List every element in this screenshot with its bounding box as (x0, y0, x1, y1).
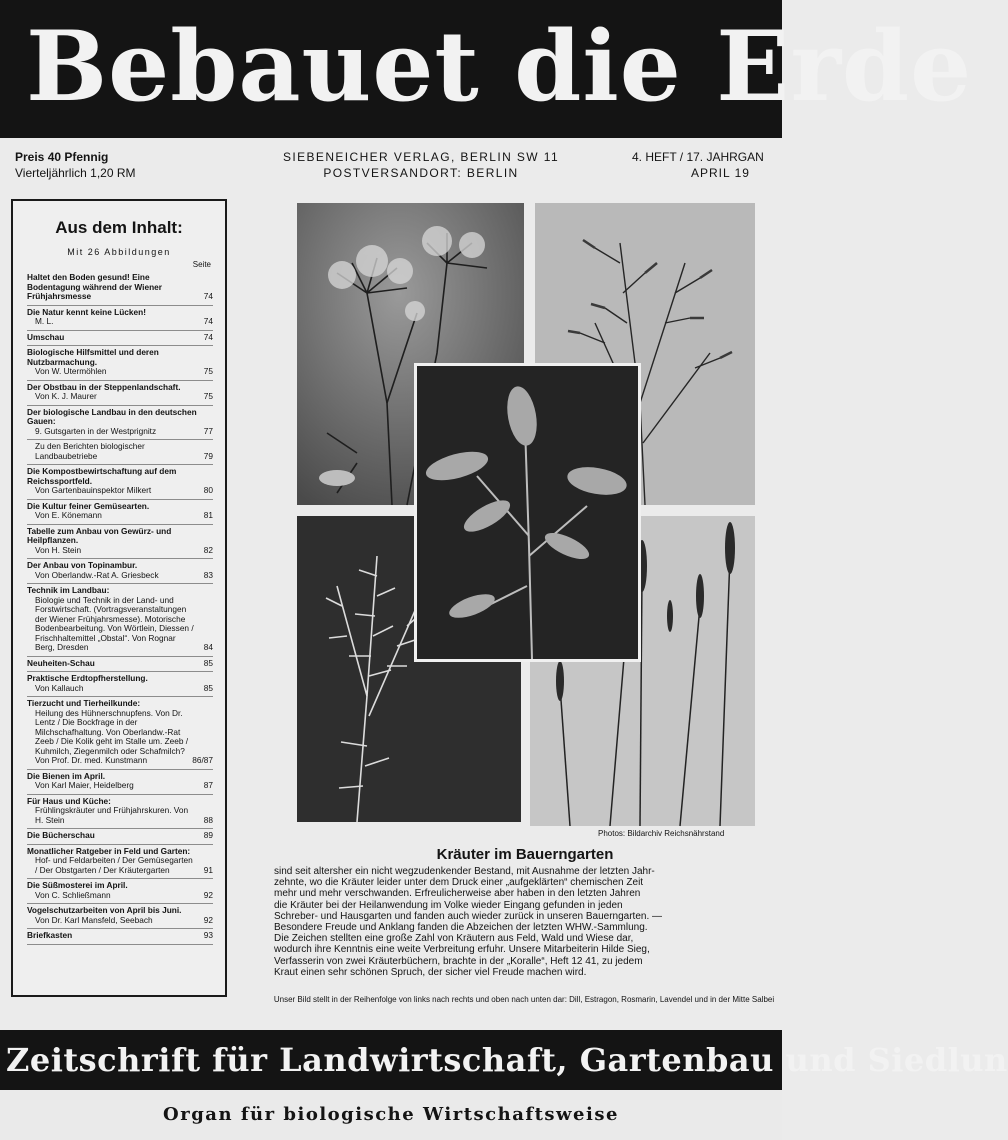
toc-illustration-count: Mit 26 Abbildungen (67, 247, 171, 257)
toc-entry (27, 559, 213, 584)
toc-entry (27, 331, 213, 347)
toc-entry-page: 80 (203, 485, 213, 495)
toc-entry-author: Von Karl Maier, Heidelberg (35, 780, 134, 790)
toc-entry (27, 271, 213, 306)
masthead (0, 0, 973, 138)
quarterly-price: Vierteljährlich 1,20 RM (15, 166, 136, 180)
toc-entry-page: 74 (203, 291, 213, 301)
toc-entry-author: Hof- und Feldarbeiten / Der Gemüsegarten / Der Obstgarten / Der Kräutergarten (35, 855, 193, 875)
table-of-contents (11, 199, 227, 997)
toc-entry-title: Die Bienen im April. (27, 770, 106, 781)
footer-band (0, 1030, 1008, 1090)
toc-entry (27, 525, 213, 560)
toc-entry-title: Vogelschutzarbeiten von April bis Juni. (27, 905, 182, 915)
toc-entry (27, 465, 213, 500)
toc-entry-page: 92 (203, 914, 213, 925)
toc-entry-title: Neuheiten-Schau (27, 657, 95, 668)
toc-entry-title: Tierzucht und Tierheilkunde: (27, 698, 141, 708)
toc-entry-page: 92 (203, 889, 213, 900)
toc-entry-author: Heilung des Hühnerschnupfens. Von Dr. Lentz / Die Bockfrage in der Milchschafhaltung. Von Oberlandw.-Rat Zeeb / Die Kolik geht im Stalle um. Zeeb / Kuhmilch, Ziegenmilch oder Schafmilch? Von Prof. Dr. med. Kunstmann (35, 707, 189, 765)
toc-entry (27, 904, 213, 929)
toc-entry (27, 406, 213, 441)
toc-entry-title: Die Süßmosterei im April. (27, 880, 128, 890)
article-body (274, 866, 782, 978)
toc-entry (27, 381, 213, 406)
toc-entry-page: 89 (203, 830, 213, 840)
article-title: Kräuter im Bauerngarten (436, 846, 614, 863)
toc-entry-author: Biologie und Technik in der Land- und Forstwirtschaft. (Vortragsveranstaltungen der Wiener Frühjahrsmesse). Motorische Bodenbearbeitung. Von Wörtlein, Diessen / Frischhaltemittel „Obstal“. Von Rognar Berg, Dresden (35, 594, 194, 652)
toc-entry-title: Der Obstbau in der Steppenlandschaft. (27, 381, 181, 392)
footer-subtitle: Organ für biologische Wirtschaftsweise (163, 1104, 619, 1125)
toc-entry-page: 83 (203, 569, 213, 580)
toc-page-label: Seite (192, 260, 211, 269)
photo-caption: Unser Bild stellt in der Reihenfolge von links nach rechts und oben nach unten dar: Dill, Estragon, Rosmarin, Lavendel und in der Mitte Salbei (273, 995, 775, 1004)
toc-entry-title: Der biologische Landbau in den deutschen Gauen: (27, 406, 197, 426)
magazine-title: Bebauet die Erde (26, 10, 973, 123)
photo-salbei (414, 363, 641, 662)
toc-entry-author: Von Oberlandw.-Rat A. Griesbeck (35, 569, 159, 580)
toc-entry-page: 81 (203, 510, 213, 520)
toc-entry-author: Zu den Berichten biologischer Landbaubetriebe (35, 441, 145, 461)
toc-entry (27, 845, 213, 880)
toc-entry-page: 75 (203, 366, 213, 376)
toc-list (27, 271, 213, 945)
price: Preis 40 Pfennig (15, 150, 109, 164)
toc-entry (27, 795, 213, 830)
article-line: Schreber- und Hausgarten und fanden auch wieder zurück in unseren Bauerngarten. — (274, 910, 663, 922)
toc-entry-title: Biologische Hilfsmittel und deren Nutzbarmachung. (27, 347, 159, 367)
toc-entry-title: Für Haus und Küche: (27, 795, 111, 806)
toc-entry-title: Der Anbau von Topinambur. (27, 560, 138, 570)
article-line: Verfasserin von zwei Kräuterbüchern, brachte in der „Koralle“, Heft 12 41, zu jedem (274, 955, 643, 967)
mailing-location: POSTVERSANDORT: BERLIN (323, 166, 519, 180)
article-line: Kraut einen sehr schönen Spruch, der sicher viel Freude machen wird. (274, 966, 587, 978)
toc-entry-title: Monatlicher Ratgeber in Feld und Garten: (27, 845, 191, 856)
toc-entry-page: 74 (203, 331, 213, 342)
toc-entry-title: Die Bücherschau (27, 830, 95, 840)
toc-entry (27, 306, 213, 331)
toc-entry-title: Technik im Landbau: (27, 585, 110, 595)
article-line: die Kräuter bei der Heilanwendung im Volke wieder Eingang gefunden in jeden (274, 899, 623, 911)
toc-entry-page: 82 (203, 544, 213, 555)
toc-entry (27, 346, 213, 381)
toc-entry-author: Von C. Schließmann (35, 889, 111, 900)
article-line: Die Zeichen stellten eine große Zahl von Kräutern aus Feld, Wald und Wiese dar, (274, 933, 634, 945)
toc-entry-title: Briefkasten (27, 930, 73, 940)
toc-entry-title: Die Natur kennt keine Lücken! (27, 306, 146, 317)
issue-date: APRIL 19 (691, 166, 750, 180)
toc-entry-page: 88 (203, 814, 213, 825)
toc-entry (27, 829, 213, 845)
toc-entry (27, 697, 213, 770)
article-line: zehnte, wo die Kräuter leider unter dem Druck einer „aufgeklärten“ chemischen Zeit (274, 877, 644, 889)
toc-entry-title: Haltet den Boden gesund! Eine Bodentagung während der Wiener Frühjahrsmesse (27, 272, 162, 301)
toc-entry-page: 91 (203, 864, 213, 875)
article-line: mehr und mehr verschwanden. Erfreulicherweise aber haben in den letzten Jahren (274, 888, 641, 900)
toc-entry-title: Tabelle zum Anbau von Gewürz- und Heilpflanzen. (27, 525, 172, 545)
toc-entry-title: Die Kultur feiner Gemüsearten. (27, 500, 150, 511)
footer (0, 1030, 1008, 1140)
toc-entry-author: Von Dr. Karl Mansfeld, Seebach (35, 914, 153, 925)
toc-entry-page: 93 (203, 930, 213, 940)
toc-entry-page: 77 (203, 425, 213, 436)
toc-entry-page: 87 (203, 780, 213, 790)
toc-entry (27, 672, 213, 697)
toc-entry-page: 75 (203, 391, 213, 401)
toc-entry (27, 657, 213, 673)
toc-entry-title: Praktische Erdtopfherstellung. (27, 673, 148, 683)
publisher: SIEBENEICHER VERLAG, BERLIN SW 11 (282, 150, 560, 164)
toc-entry-author: M. L. (35, 316, 54, 326)
toc-entry-author: Von W. Utermöhlen (35, 366, 107, 376)
toc-entry (27, 440, 213, 465)
toc-entry-author: Von H. Stein (35, 544, 82, 555)
toc-heading: Aus dem Inhalt: (55, 218, 183, 237)
toc-entry-author: Von E. Könemann (35, 510, 102, 520)
toc-entry-page: 79 (203, 450, 213, 461)
article-line: wodurch ihre Kenntnis eine weite Verbreitung erfuhr. Unsere Mitarbeiterin Hilde Sieg, (274, 944, 650, 956)
footer-title: Zeitschrift für Landwirtschaft, Gartenbau und Siedlun (6, 1041, 1008, 1079)
toc-entry-author: Von Kallauch (35, 682, 84, 693)
toc-entry (27, 770, 213, 795)
article-line: sind seit altersher ein nicht wegzudenkender Bestand, mit Ausnahme der letzten Jahr- (274, 866, 655, 877)
toc-entry (27, 500, 213, 525)
toc-entry-page: 86/87 (192, 755, 213, 765)
photo-credit: Photos: Bildarchiv Reichsnährstand (598, 829, 725, 838)
toc-entry-page: 84 (203, 642, 213, 652)
toc-entry-title: Umschau (27, 331, 65, 342)
toc-entry (27, 584, 213, 657)
toc-entry-author: Von Gartenbauinspektor Milkert (35, 485, 152, 495)
toc-entry-page: 85 (203, 682, 213, 693)
toc-entry-author: Von K. J. Maurer (35, 391, 97, 401)
issue-number: 4. HEFT / 17. JAHRGAN (632, 150, 764, 164)
toc-entry-page: 85 (203, 657, 213, 668)
toc-entry-author: Frühlingskräuter und Frühjahrskuren. Von H. Stein (35, 805, 189, 825)
toc-entry (27, 929, 213, 945)
toc-entry (27, 879, 213, 904)
toc-entry-author: 9. Gutsgarten in der Westprignitz (35, 425, 157, 436)
article-line: Besondere Freude und Anklang fanden die Abzeichen der letzten WHW.-Sammlung. (274, 922, 648, 934)
toc-entry-page: 74 (203, 316, 213, 326)
toc-entry-title: Die Kompostbewirtschaftung auf dem Reichssportfeld. (27, 466, 177, 486)
